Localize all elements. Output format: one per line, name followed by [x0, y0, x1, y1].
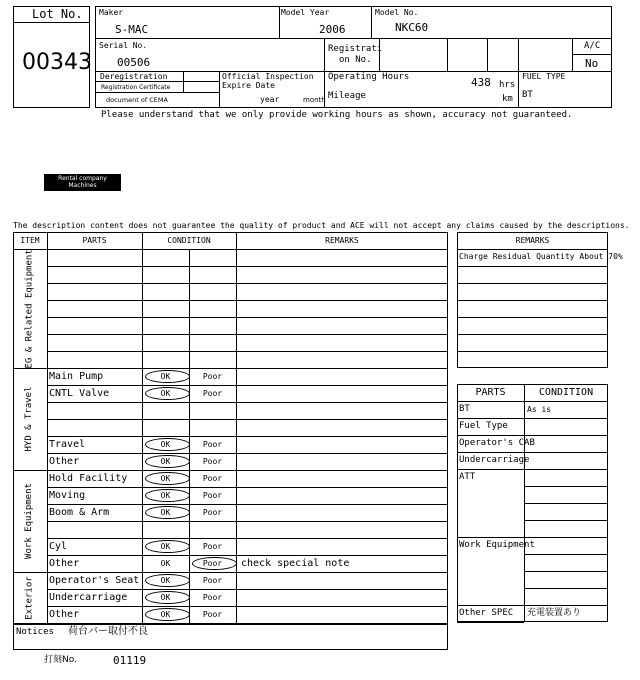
lot-label: Lot No.	[32, 7, 83, 21]
poor-circle-mark	[192, 557, 237, 570]
deregistration-label: Deregistration	[100, 72, 168, 81]
ok-option[interactable]: OK	[160, 559, 171, 568]
poor-option[interactable]: Poor	[202, 457, 223, 466]
parts-row-label: BT	[459, 404, 470, 414]
part-label: Operator's Seat	[49, 575, 140, 586]
rental-badge-line-1: Rental company	[58, 175, 107, 182]
rental-badge-line-2: Machines	[68, 182, 97, 189]
part-label: Moving	[49, 490, 86, 501]
ok-circle-mark	[145, 387, 190, 400]
ok-option[interactable]: OK	[160, 508, 171, 517]
stamp-label: 打刻No.	[44, 655, 77, 665]
poor-option[interactable]: Poor	[202, 372, 223, 381]
ok-option[interactable]: OK	[160, 491, 171, 500]
poor-option[interactable]: Poor	[202, 440, 223, 449]
ok-circle-mark	[145, 370, 190, 383]
group-label: EG & Related Equipment	[24, 248, 34, 368]
registration-certificate-label: Registration Certificate	[101, 84, 171, 91]
model-no-label: Model No.	[375, 8, 419, 17]
serial-value: 00506	[117, 56, 151, 69]
poor-option[interactable]: Poor	[202, 610, 223, 619]
ok-circle-mark	[145, 574, 190, 587]
header-remarks: REMARKS	[325, 236, 359, 245]
lot-number: 00343	[22, 50, 92, 75]
mileage-label: Mileage	[328, 91, 366, 101]
km-unit: km	[502, 94, 513, 104]
remarks-header: REMARKS	[515, 236, 550, 245]
hours-accuracy-notice: Please understand that we only provide working hours as shown, accuracy not guaranteed.	[101, 110, 573, 120]
parts-row-label: ATT	[459, 472, 476, 482]
header-item: ITEM	[20, 236, 40, 245]
registration-label-2: on No.	[339, 55, 372, 65]
poor-option[interactable]: Poor	[202, 474, 223, 483]
remarks-first-row: Charge Residual Quantity About 70%	[459, 252, 623, 261]
model-year-label: Model Year	[281, 8, 330, 17]
year-label: year	[260, 95, 280, 104]
part-label: CNTL Valve	[49, 388, 110, 399]
maker-label: Maker	[99, 8, 124, 17]
poor-option[interactable]: Poor	[202, 389, 223, 398]
part-label: Travel	[49, 439, 86, 450]
fuel-type-value: BT	[522, 90, 533, 100]
condition-header: CONDITION	[538, 387, 594, 398]
stamp-value: 01119	[113, 654, 147, 667]
parts-row-label: Undercarriage	[459, 455, 530, 465]
parts-row-label: Work Equipment	[459, 540, 535, 550]
ok-option[interactable]: OK	[160, 593, 171, 602]
poor-option[interactable]: Poor	[202, 508, 223, 517]
part-label: Main Pump	[49, 371, 104, 382]
notices-label: Notices	[16, 627, 54, 637]
ac-label: A/C	[584, 41, 601, 51]
group-label: Exterior	[24, 575, 34, 620]
part-label: Other	[49, 609, 80, 620]
disclaimer: The description content does not guarantee the quality of product and ACE will not accept any claims caused by the descriptions.	[13, 221, 630, 230]
ok-circle-mark	[145, 455, 190, 468]
ac-value: No	[585, 57, 599, 70]
part-label: Boom & Arm	[49, 507, 110, 518]
poor-option[interactable]: Poor	[202, 542, 223, 551]
maker-value: S-MAC	[115, 23, 149, 36]
ok-circle-mark	[145, 540, 190, 553]
ok-option[interactable]: OK	[160, 576, 171, 585]
ok-circle-mark	[145, 608, 190, 621]
hrs-unit: hrs	[499, 80, 516, 90]
model-no-value: NKC60	[395, 21, 429, 34]
parts-row-label: Operator's CAB	[459, 438, 535, 448]
ok-circle-mark	[145, 438, 190, 451]
ok-circle-mark	[145, 591, 190, 604]
poor-option[interactable]: Poor	[202, 559, 223, 568]
remark-text: check special note	[241, 558, 350, 569]
serial-label: Serial No.	[99, 41, 148, 50]
rental-company-badge	[44, 174, 121, 191]
ok-option[interactable]: OK	[160, 372, 171, 381]
fuel-type-label: FUEL TYPE	[522, 72, 566, 81]
ok-option[interactable]: OK	[160, 389, 171, 398]
part-label: Undercarriage	[49, 592, 128, 603]
ok-option[interactable]: OK	[160, 457, 171, 466]
header-condition: CONDITION	[167, 236, 211, 245]
month-label: month	[303, 96, 326, 104]
registration-label-1: Registrati	[328, 44, 383, 54]
model-year-value: 2006	[319, 23, 346, 36]
ok-option[interactable]: OK	[160, 542, 171, 551]
part-label: Other	[49, 558, 80, 569]
condition-bt: As is	[527, 405, 552, 414]
part-label: Other	[49, 456, 80, 467]
ok-circle-mark	[145, 472, 190, 485]
parts-row-label: Other SPEC	[459, 608, 514, 618]
operating-hours-label: Operating Hours	[328, 72, 410, 82]
part-label: Cyl	[49, 541, 68, 552]
ok-circle-mark	[145, 506, 190, 519]
ok-option[interactable]: OK	[160, 474, 171, 483]
operating-hours-value: 438	[471, 76, 491, 89]
header-parts: PARTS	[82, 236, 107, 245]
part-label: Hold Facility	[49, 473, 128, 484]
inspection-label-2: Expire Date	[222, 81, 275, 90]
group-label: Work Equipment	[24, 483, 34, 559]
ok-option[interactable]: OK	[160, 610, 171, 619]
notices-value: 荷台バー取付不良	[68, 626, 148, 637]
cema-document-label: document of CEMA	[106, 96, 168, 104]
poor-option[interactable]: Poor	[202, 576, 223, 585]
group-label: HYD & Travel	[24, 386, 34, 452]
parts-header: PARTS	[475, 387, 506, 398]
inspection-label-1: Official Inspection	[222, 72, 314, 81]
parts-row-label: Fuel Type	[459, 421, 508, 431]
poor-option[interactable]: Poor	[202, 491, 223, 500]
poor-option[interactable]: Poor	[202, 593, 223, 602]
ok-circle-mark	[145, 489, 190, 502]
ok-option[interactable]: OK	[160, 440, 171, 449]
condition-other-spec: 充電装置あり	[527, 608, 582, 618]
